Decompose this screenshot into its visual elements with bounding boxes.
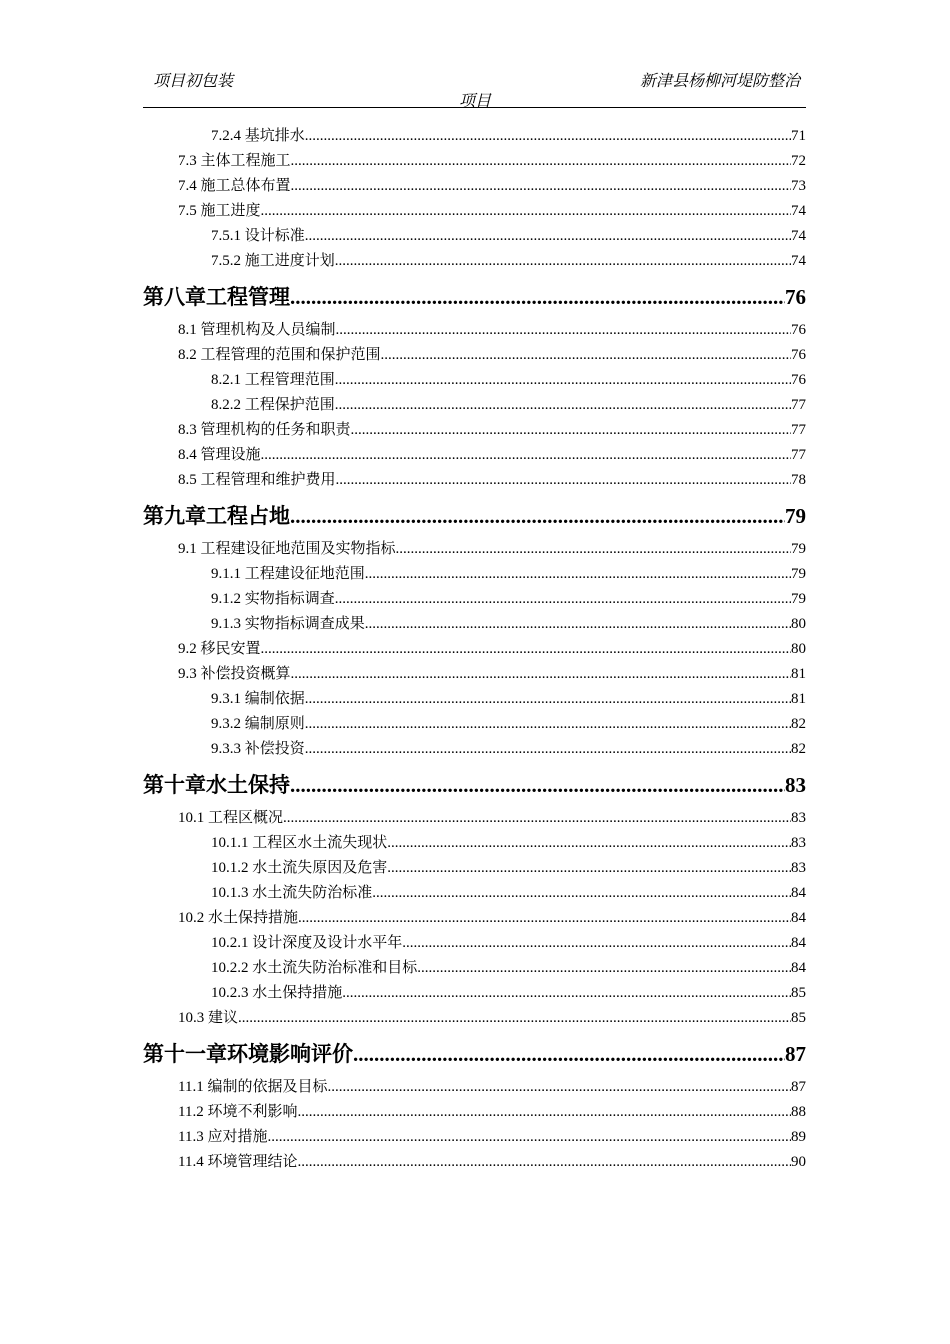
toc-page-number: 72 xyxy=(791,153,806,169)
toc-dot-leader xyxy=(305,737,791,762)
toc-page-number: 79 xyxy=(791,591,806,607)
toc-subsection-entry[interactable] xyxy=(143,249,806,274)
toc-page-number: 71 xyxy=(791,128,806,144)
toc-entry-label: 7.5.1 设计标准 xyxy=(211,228,305,244)
toc-entry-label: 11.4 环境管理结论 xyxy=(178,1154,298,1170)
toc-entry-label: 7.2.4 基坑排水 xyxy=(211,128,305,144)
toc-page-number: 89 xyxy=(791,1129,806,1145)
toc-subsection-entry[interactable] xyxy=(143,224,806,249)
toc-dot-leader xyxy=(336,318,791,343)
toc-dot-leader xyxy=(298,906,791,931)
toc-page-number: 83 xyxy=(791,835,806,851)
toc-page-number: 78 xyxy=(791,472,806,488)
toc-entry-label: 第九章工程占地 xyxy=(143,504,290,528)
toc-section-entry[interactable] xyxy=(143,906,806,931)
toc-page-number: 90 xyxy=(791,1154,806,1170)
toc-page-number: 79 xyxy=(791,566,806,582)
toc-dot-leader xyxy=(291,149,791,174)
toc-subsection-entry[interactable] xyxy=(143,368,806,393)
toc-page-number: 82 xyxy=(791,741,806,757)
toc-dot-leader xyxy=(297,1100,791,1125)
toc-section-entry[interactable] xyxy=(143,637,806,662)
toc-page-number: 84 xyxy=(791,960,806,976)
toc-entry-label: 9.2 移民安置 xyxy=(178,641,261,657)
toc-subsection-entry[interactable] xyxy=(143,881,806,906)
toc-entry-label: 10.1.3 水土流失防治标准 xyxy=(211,885,373,901)
toc-dot-leader xyxy=(291,662,791,687)
toc-dot-leader xyxy=(261,637,791,662)
toc-subsection-entry[interactable] xyxy=(143,931,806,956)
toc-dot-leader xyxy=(305,687,791,712)
toc-page-number: 77 xyxy=(791,397,806,413)
toc-subsection-entry[interactable] xyxy=(143,612,806,637)
toc-dot-leader xyxy=(417,956,791,981)
toc-page-number: 74 xyxy=(791,253,806,269)
toc-page-number: 84 xyxy=(791,910,806,926)
toc-dot-leader xyxy=(336,468,791,493)
toc-section-entry[interactable] xyxy=(143,1100,806,1125)
toc-dot-leader xyxy=(365,562,791,587)
toc-page-number: 80 xyxy=(791,616,806,632)
toc-page-number: 88 xyxy=(791,1104,806,1120)
toc-page-number: 81 xyxy=(791,691,806,707)
toc-page-number: 76 xyxy=(791,322,806,338)
toc-entry-label: 8.3 管理机构的任务和职责 xyxy=(178,422,351,438)
toc-page-number: 83 xyxy=(791,810,806,826)
toc-dot-leader xyxy=(305,712,791,737)
toc-section-entry[interactable] xyxy=(143,199,806,224)
toc-section-entry[interactable] xyxy=(143,806,806,831)
toc-entry-label: 11.2 环境不利影响 xyxy=(178,1104,298,1120)
toc-entry-label: 11.1 编制的依据及目标 xyxy=(178,1079,328,1095)
toc-dot-leader xyxy=(381,343,791,368)
toc-page-number: 82 xyxy=(791,716,806,732)
toc-page-number: 84 xyxy=(791,885,806,901)
toc-dot-leader xyxy=(402,931,791,956)
toc-entry-label: 7.5 施工进度 xyxy=(178,203,261,219)
toc-entry-label: 11.3 应对措施 xyxy=(178,1129,268,1145)
toc-dot-leader xyxy=(261,443,791,468)
toc-section-entry[interactable] xyxy=(143,318,806,343)
toc-entry-label: 10.1 工程区概况 xyxy=(178,810,284,826)
toc-dot-leader xyxy=(335,249,791,274)
toc-page-number: 80 xyxy=(791,641,806,657)
toc-page-number: 79 xyxy=(785,504,806,528)
toc-dot-leader xyxy=(342,981,791,1006)
toc-subsection-entry[interactable] xyxy=(143,124,806,149)
toc-entry-label: 9.1 工程建设征地范围及实物指标 xyxy=(178,541,396,557)
toc-entry-label: 8.2.2 工程保护范围 xyxy=(211,397,335,413)
toc-entry-label: 8.4 管理设施 xyxy=(178,447,261,463)
toc-page-number: 87 xyxy=(785,1042,806,1066)
toc-dot-leader xyxy=(283,806,791,831)
toc-page-number: 74 xyxy=(791,203,806,219)
header-right-title: 新津县杨柳河堤防整治 xyxy=(639,71,800,90)
toc-entry-label: 10.3 建议 xyxy=(178,1010,239,1026)
toc-entry-label: 7.3 主体工程施工 xyxy=(178,153,291,169)
toc-dot-leader xyxy=(305,124,791,149)
toc-entry-label: 9.1.3 实物指标调查成果 xyxy=(211,616,365,632)
toc-entry-label: 第十一章环境影响评价 xyxy=(143,1042,353,1066)
toc-entry-label: 8.2.1 工程管理范围 xyxy=(211,372,335,388)
toc-dot-leader xyxy=(291,174,791,199)
toc-section-entry[interactable] xyxy=(143,174,806,199)
header-title-continuation: 项目 xyxy=(458,91,491,110)
toc-page-number: 81 xyxy=(791,666,806,682)
toc-section-entry[interactable] xyxy=(143,1150,806,1175)
toc-subsection-entry[interactable] xyxy=(143,687,806,712)
toc-subsection-entry[interactable] xyxy=(143,831,806,856)
toc-page-number: 83 xyxy=(785,773,806,797)
toc-section-entry[interactable] xyxy=(143,1125,806,1150)
toc-entry-label: 10.1.2 水土流失原因及危害 xyxy=(211,860,388,876)
toc-section-entry[interactable] xyxy=(143,1006,806,1031)
toc-dot-leader xyxy=(372,881,791,906)
toc-page-number: 84 xyxy=(791,935,806,951)
toc-entry-label: 第八章工程管理 xyxy=(143,285,290,309)
toc-subsection-entry[interactable] xyxy=(143,587,806,612)
toc-dot-leader xyxy=(290,501,785,531)
toc-dot-leader xyxy=(351,418,791,443)
toc-chapter-entry[interactable] xyxy=(143,1039,806,1069)
toc-dot-leader xyxy=(387,856,791,881)
toc-subsection-entry[interactable] xyxy=(143,393,806,418)
toc-dot-leader xyxy=(335,587,791,612)
toc-entry-label: 9.1.1 工程建设征地范围 xyxy=(211,566,365,582)
toc-page-number: 76 xyxy=(791,372,806,388)
toc-page-number: 73 xyxy=(791,178,806,194)
toc-page-number: 79 xyxy=(791,541,806,557)
toc-subsection-entry[interactable] xyxy=(143,981,806,1006)
toc-entry-label: 9.3.3 补偿投资 xyxy=(211,741,305,757)
toc-section-entry[interactable] xyxy=(143,1075,806,1100)
toc-page-number: 77 xyxy=(791,447,806,463)
header-divider xyxy=(143,107,806,108)
toc-dot-leader xyxy=(290,282,785,312)
toc-subsection-entry[interactable] xyxy=(143,737,806,762)
toc-dot-leader xyxy=(297,1150,791,1175)
toc-dot-leader xyxy=(353,1039,785,1069)
toc-entry-label: 10.2.3 水土保持措施 xyxy=(211,985,343,1001)
toc-dot-leader xyxy=(327,1075,791,1100)
toc-entry-label: 第十章水土保持 xyxy=(143,773,290,797)
header-left-title: 项目初包装 xyxy=(153,71,234,90)
toc-section-entry[interactable] xyxy=(143,537,806,562)
toc-entry-label: 9.1.2 实物指标调查 xyxy=(211,591,335,607)
toc-entry-label: 10.2.2 水土流失防治标准和目标 xyxy=(211,960,418,976)
toc-subsection-entry[interactable] xyxy=(143,712,806,737)
toc-page-number: 74 xyxy=(791,228,806,244)
toc-page-number: 83 xyxy=(791,860,806,876)
toc-section-entry[interactable] xyxy=(143,443,806,468)
toc-entry-label: 9.3.1 编制依据 xyxy=(211,691,305,707)
toc-page-number: 76 xyxy=(785,285,806,309)
toc-subsection-entry[interactable] xyxy=(143,562,806,587)
toc-entry-label: 9.3 补偿投资概算 xyxy=(178,666,291,682)
toc-page-number: 85 xyxy=(791,1010,806,1026)
toc-dot-leader xyxy=(335,368,791,393)
toc-entry-label: 10.2 水土保持措施 xyxy=(178,910,299,926)
toc-page-number: 77 xyxy=(791,422,806,438)
toc-entry-label: 7.5.2 施工进度计划 xyxy=(211,253,335,269)
toc-dot-leader xyxy=(290,770,785,800)
toc-subsection-entry[interactable] xyxy=(143,856,806,881)
toc-entry-label: 8.5 工程管理和维护费用 xyxy=(178,472,336,488)
toc-entry-label: 8.2 工程管理的范围和保护范围 xyxy=(178,347,381,363)
toc-page-number: 76 xyxy=(791,347,806,363)
toc-chapter-entry[interactable] xyxy=(143,770,806,800)
toc-chapter-entry[interactable] xyxy=(143,501,806,531)
toc-chapter-entry[interactable] xyxy=(143,282,806,312)
toc-section-entry[interactable] xyxy=(143,662,806,687)
toc-section-entry[interactable] xyxy=(143,418,806,443)
toc-page-number: 85 xyxy=(791,985,806,1001)
toc-dot-leader xyxy=(335,393,791,418)
toc-section-entry[interactable] xyxy=(143,149,806,174)
toc-entry-label: 8.1 管理机构及人员编制 xyxy=(178,322,336,338)
toc-section-entry[interactable] xyxy=(143,468,806,493)
toc-dot-leader xyxy=(396,537,791,562)
toc-dot-leader xyxy=(387,831,791,856)
toc-dot-leader xyxy=(365,612,791,637)
toc-entry-label: 10.1.1 工程区水土流失现状 xyxy=(211,835,388,851)
toc-section-entry[interactable] xyxy=(143,343,806,368)
toc-page-number: 87 xyxy=(791,1079,806,1095)
toc-entry-label: 7.4 施工总体布置 xyxy=(178,178,291,194)
toc-subsection-entry[interactable] xyxy=(143,956,806,981)
toc-entry-label: 10.2.1 设计深度及设计水平年 xyxy=(211,935,403,951)
toc-entry-label: 9.3.2 编制原则 xyxy=(211,716,305,732)
toc-dot-leader xyxy=(267,1125,791,1150)
table-of-contents xyxy=(143,124,806,1175)
toc-dot-leader xyxy=(238,1006,791,1031)
toc-dot-leader xyxy=(305,224,791,249)
toc-dot-leader xyxy=(261,199,791,224)
